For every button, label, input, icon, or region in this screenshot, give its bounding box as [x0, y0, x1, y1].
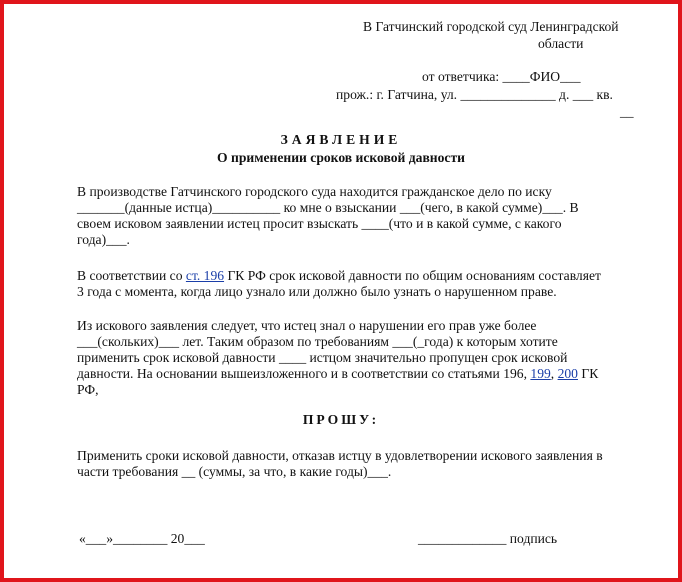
paragraph-statute [77, 268, 637, 300]
article-200-link[interactable]: 200 [557, 366, 578, 381]
paragraph-line: Из искового заявления следует, что истец знал о нарушении его прав уже более [77, 318, 537, 333]
court-addressee-line2: области [538, 36, 584, 51]
paragraph-line: своем исковом заявлении истец просит взыскать ____(что и в какой сумме, с какого [77, 216, 562, 231]
paragraph-line: В производстве Гатчинского городского суда находится гражданское дело по иску [77, 184, 552, 199]
paragraph-line [77, 366, 637, 382]
paragraph-line: части требования __ (суммы, за что, в какие годы)___. [77, 464, 392, 479]
address-line: прож.: г. Гатчина, ул. ______________ д. ___ кв. [336, 87, 613, 102]
court-addressee-line1: В Гатчинский городской суд Ленинградской [363, 19, 619, 34]
paragraph-request [77, 448, 637, 480]
text-fragment: давности. На основании вышеизложенного и в соответствии со статьями 196, [77, 366, 531, 381]
paragraph-line: Применить сроки исковой давности, отказав истцу в удовлетворении искового заявления в [77, 448, 603, 463]
text-fragment: ГК РФ срок исковой давности по общим основаниям составляет [224, 268, 601, 283]
text-fragment: В соответствии со [77, 268, 186, 283]
paragraph-case-info [77, 184, 637, 248]
article-196-link[interactable]: ст. 196 [185, 268, 225, 283]
defendant-line: от ответчика: ____ФИО___ [422, 69, 581, 84]
paragraph-line: _______(данные истца)__________ ко мне о взыскании ___(чего, в какой сумме)___. В [77, 200, 579, 215]
paragraph-line [77, 268, 637, 284]
paragraph-line: года)___. [77, 232, 130, 247]
request-heading: ПРОШУ: [302, 412, 380, 427]
paragraph-line: РФ, [77, 382, 99, 397]
article-199-link[interactable]: 199 [530, 366, 551, 381]
paragraph-line: ___(скольких)___ лет. Таким образом по требованиям ___(_года) к которым хотите [77, 334, 558, 349]
document-subtitle: О применении сроков исковой давности [217, 150, 465, 165]
apartment-blank: __ [620, 104, 634, 119]
text-fragment: , [550, 366, 558, 381]
paragraph-line: применить срок исковой давности ____ истцом значительно пропущен срок исковой [77, 350, 568, 365]
signature-field: _____________ подпись [418, 531, 558, 546]
paragraph-argument [77, 318, 637, 398]
document-title: ЗАЯВЛЕНИЕ [280, 132, 402, 147]
paragraph-line: 3 года с момента, когда лицо узнало или должно было узнать о нарушенном праве. [77, 284, 557, 299]
date-field: «___»________ 20___ [79, 531, 205, 546]
text-fragment: ГК [577, 366, 599, 381]
